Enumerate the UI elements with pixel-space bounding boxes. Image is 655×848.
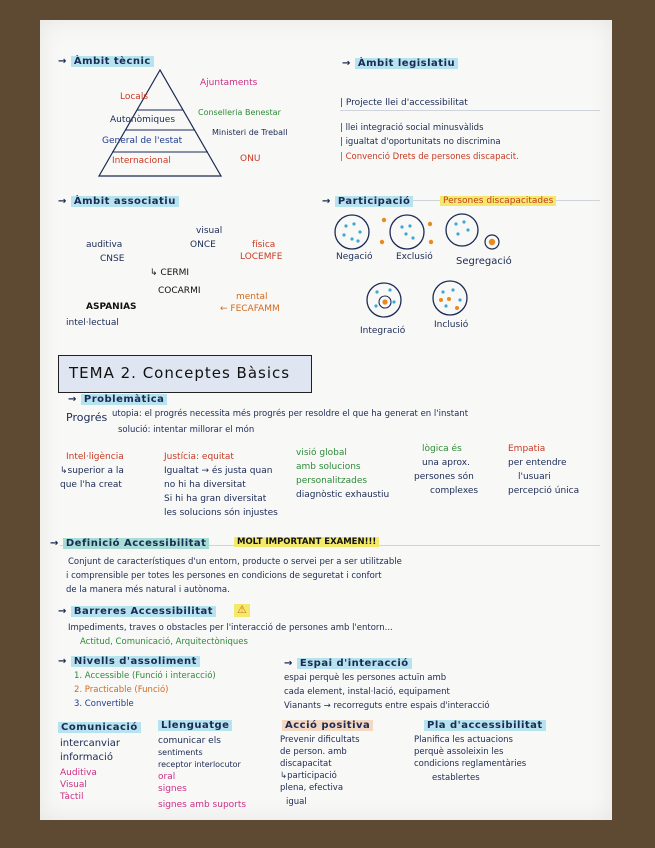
label-ajuntaments: Ajuntaments — [200, 78, 258, 88]
col3-line-1: visió global — [296, 448, 347, 458]
legislatiu-line-1: | Projecte llei d'accessibilitat — [340, 98, 468, 108]
nivells-heading: → Nivells d'assoliment — [58, 656, 200, 668]
label-inclusio: Inclusió — [434, 320, 469, 330]
sense-visual: Visual — [60, 780, 87, 790]
progres-solucio: solució: intentar millorar el món — [118, 425, 255, 435]
nivell-3: 3. Convertible — [74, 699, 134, 709]
col4-line-3: persones són — [414, 472, 474, 482]
label-exclusio: Exclusió — [396, 252, 433, 262]
col3-line-4: diagnòstic exhaustiu — [296, 490, 390, 500]
col2-line-3: no hi ha diversitat — [164, 480, 246, 490]
accio-line-6: igual — [286, 797, 307, 807]
legislatiu-line-2: | llei integració social minusvàlids — [340, 123, 484, 133]
llenguatge-line-3: receptor interlocutor — [158, 760, 241, 769]
col2-line-5: les solucions són injustes — [164, 508, 278, 518]
tema2-title: TEMA 2. Conceptes Bàsics — [69, 364, 291, 382]
llenguatge-heading: Llenguatge — [158, 720, 232, 732]
espai-line-2: cada element, instal·lació, equipament — [284, 687, 450, 697]
col2-line-2: Igualtat → és justa quan — [164, 466, 273, 476]
col4-line-4: complexes — [430, 486, 479, 496]
pyramid-level-internacional: Internacional — [112, 156, 171, 166]
tema2-title-box — [58, 355, 312, 393]
accio-line-3: discapacitat — [280, 759, 332, 769]
espai-line-1: espai perquè les persones actuïn amb — [284, 673, 447, 683]
assoc-fisica: física — [252, 240, 276, 250]
accio-heading: Acció positiva — [282, 720, 373, 732]
llenguatge-oral: oral — [158, 772, 176, 782]
legislatiu-line-3: | igualtat d'oportunitats no discrimina — [340, 137, 501, 147]
col1-line-2: ↳superior a la — [60, 466, 124, 476]
assoc-cnse: CNSE — [100, 254, 125, 264]
label-onu: ONU — [240, 154, 261, 164]
col4-line-1: lògica és — [422, 444, 462, 454]
progres-label: Progrés — [66, 411, 108, 424]
notebook-page — [40, 20, 612, 820]
accio-line-2: de person. amb — [280, 747, 347, 757]
definicio-line-2: i comprensible per totes les persones en condicions de seguretat i confort — [66, 571, 382, 581]
barreres-line-1: Impediments, traves o obstacles per l'interacció de persones amb l'entorn... — [68, 623, 393, 633]
assoc-aspanias: ASPANIAS — [86, 302, 137, 312]
nivell-2: 2. Practicable (Funció) — [74, 685, 169, 695]
llenguatge-signes-suports: signes amb suports — [158, 800, 247, 810]
sense-auditiva: Auditiva — [60, 768, 97, 778]
pla-line-4: establertes — [432, 773, 480, 783]
assoc-intelectual: intel·lectual — [66, 318, 119, 328]
warning-icon: ⚠ — [234, 604, 250, 617]
label-segregacio: Segregació — [456, 256, 512, 267]
col2-line-1: Justícia: equitat — [164, 452, 234, 462]
accio-line-4: ↳participació — [280, 771, 337, 781]
definicio-badge: MOLT IMPORTANT EXAMEN!!! — [234, 538, 379, 548]
ambit-tecnic-heading: → Àmbit tècnic — [58, 56, 154, 68]
definicio-heading: → Definició Accessibilitat — [50, 538, 209, 550]
assoc-cermi: ↳ CERMI — [150, 268, 190, 278]
col5-line-4: percepció única — [508, 486, 580, 496]
assoc-fecafamm: ← FECAFAMM — [220, 304, 280, 314]
col5-line-1: Empatia — [508, 444, 546, 454]
ambit-associatiu-heading: → Àmbit associatiu — [58, 196, 179, 208]
pla-line-2: perquè assoleixin les — [414, 747, 504, 757]
definicio-line-1: Conjunt de característiques d'un entorn, producte o servei per a ser utilitzable — [68, 557, 402, 567]
pyramid-level-estat: General de l'estat — [102, 136, 183, 146]
legislatiu-line-4: | Convenció Drets de persones discapacit. — [340, 152, 519, 162]
assoc-mental: mental — [236, 292, 268, 302]
col5-line-3: l'usuari — [518, 472, 551, 482]
col2-line-4: Si hi ha gran diversitat — [164, 494, 267, 504]
assoc-once: ONCE — [190, 240, 216, 250]
col3-line-2: amb solucions — [296, 462, 361, 472]
pyramid-level-locals: Locals — [120, 92, 149, 102]
llenguatge-signes: signes — [158, 784, 187, 794]
espai-line-3: Vianants → recorreguts entre espais d'interacció — [284, 701, 490, 711]
pla-heading: Pla d'accessibilitat — [424, 720, 546, 732]
label-ministeri: Ministeri de Treball — [212, 128, 288, 137]
nivell-1: 1. Accessible (Funció i interacció) — [74, 671, 216, 681]
barreres-line-2: Actitud, Comunicació, Arquitectòniques — [80, 637, 248, 647]
definicio-line-3: de la manera més natural i autònoma. — [66, 585, 230, 595]
label-integracio: Integració — [360, 326, 406, 336]
col1-line-3: que l'ha creat — [60, 480, 122, 490]
label-conselleria: Conselleria Benestar — [198, 108, 281, 117]
participacio-subheading: Persones discapacitades — [440, 196, 556, 206]
pla-line-1: Planifica les actuacions — [414, 735, 513, 745]
accio-line-5: plena, efectiva — [280, 783, 344, 793]
comunicacio-heading: Comunicació — [58, 722, 141, 734]
comunicacio-line-1: intercanviar — [60, 738, 120, 749]
barreres-heading: → Barreres Accessibilitat — [58, 606, 216, 618]
assoc-cocarmi: COCARMI — [158, 286, 201, 296]
participacio-heading: → Participació — [322, 196, 413, 208]
col3-line-3: personalitzades — [296, 476, 368, 486]
col4-line-2: una aprox. — [422, 458, 470, 468]
comunicacio-line-2: informació — [60, 752, 113, 763]
espai-heading: → Espai d'interacció — [284, 658, 412, 670]
col5-line-2: per entendre — [508, 458, 567, 468]
ambit-legislatiu-heading: → Àmbit legislatiu — [342, 58, 458, 70]
label-negacio: Negació — [336, 252, 373, 262]
pla-line-3: condicions reglamentàries — [414, 759, 527, 769]
problematica-heading: → Problemàtica — [68, 394, 167, 406]
col1-line-1: Intel·ligència — [66, 452, 124, 462]
accio-line-1: Prevenir dificultats — [280, 735, 360, 745]
llenguatge-line-1: comunicar els — [158, 736, 221, 746]
llenguatge-line-2: sentiments — [158, 748, 203, 757]
participacio-diagram — [322, 212, 522, 352]
pyramid-level-autonomiques: Autonòmiques — [110, 115, 176, 125]
assoc-locemfe: LOCEMFE — [240, 252, 283, 262]
progres-utopia: utopia: el progrés necessita més progrés per resoldre el que ha generat en l'instant — [112, 409, 469, 419]
sense-tactil: Tàctil — [60, 792, 84, 802]
assoc-auditiva: auditiva — [86, 240, 123, 250]
assoc-visual: visual — [196, 226, 223, 236]
